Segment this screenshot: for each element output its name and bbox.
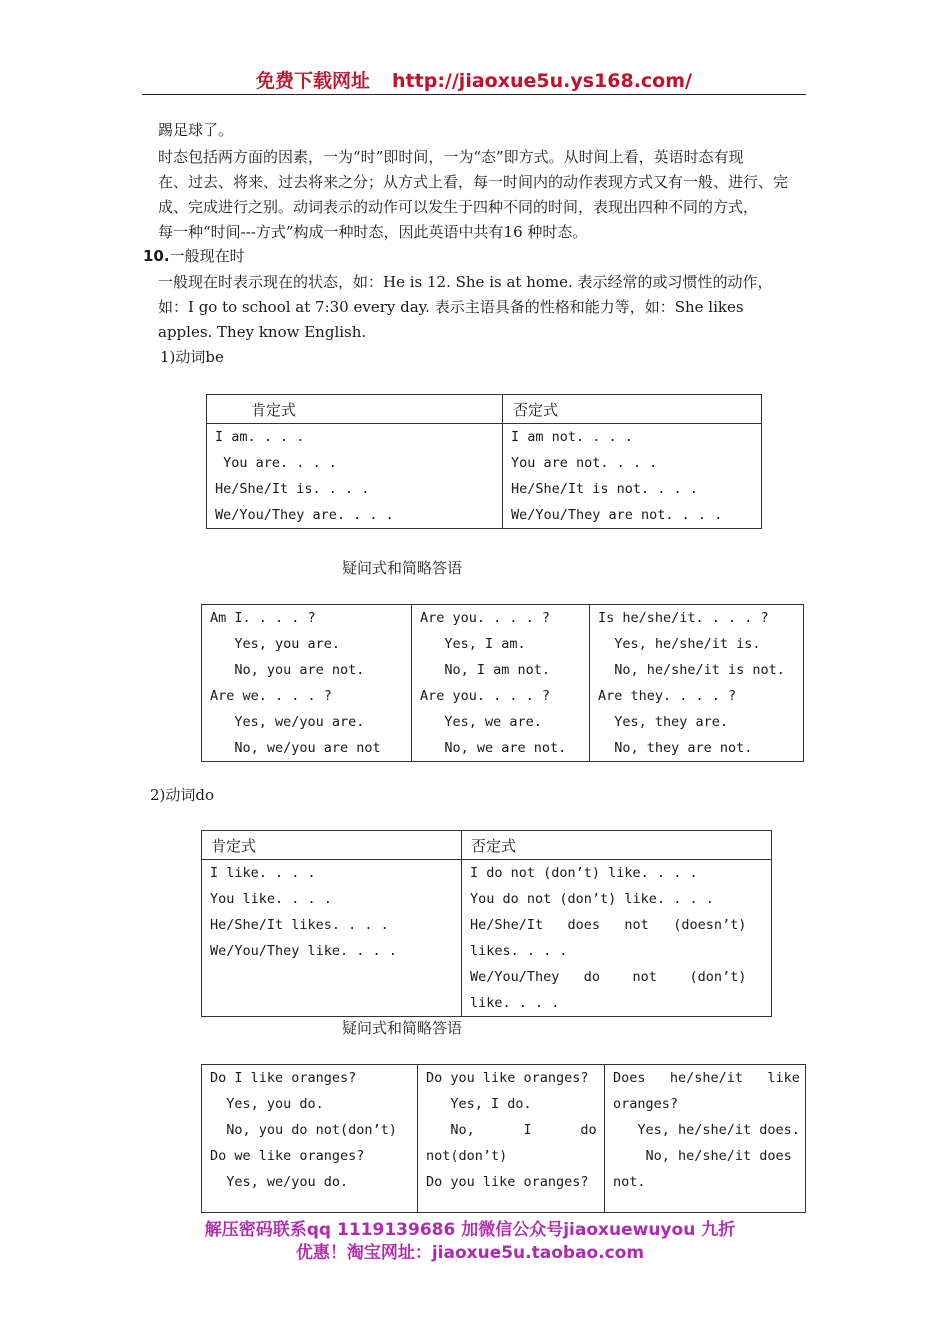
do-affirmative-negative-table xyxy=(201,830,772,1017)
table-cell-line: You like. . . . xyxy=(210,891,332,907)
do-questions-table xyxy=(201,1064,806,1213)
section-number: 10. xyxy=(143,247,170,265)
section-paragraph-line: 一般现在时表示现在的状态，如：He is 12. She is at home. 表示经常的或习惯性的动作， xyxy=(158,273,773,291)
table-cell-line: No, he/she/it is not. xyxy=(598,662,785,678)
table-cell-line: Do you like oranges? xyxy=(426,1070,589,1086)
table-cell-line: He/She/It is. . . . xyxy=(215,481,370,497)
table-cell-line: I do not (don’t) like. . . . xyxy=(470,865,698,881)
affirmative-cell xyxy=(207,424,503,529)
section-paragraph-line: apples. They know English. xyxy=(158,323,367,341)
subsection-label-be: 1)动词be xyxy=(160,348,224,366)
table-cell-line: Do you like oranges? xyxy=(426,1174,589,1190)
table-cell-line: Am I. . . . ? xyxy=(210,610,316,626)
section-paragraph-line: 如：I go to school at 7:30 every day. 表示主语具备的性格和能力等，如：She likes xyxy=(158,298,744,316)
table-cell-line: Yes, we/you are. xyxy=(210,714,365,730)
table-cell-line: likes. . . . xyxy=(470,943,568,959)
question-cell xyxy=(412,605,590,762)
question-cell xyxy=(202,605,412,762)
table-cell-line: Is he/she/it. . . . ? xyxy=(598,610,769,626)
table-cell-line: Are we. . . . ? xyxy=(210,688,332,704)
footer-line[interactable]: 优惠！淘宝网址：jiaoxue5u.taobao.com xyxy=(295,1243,645,1263)
header-divider xyxy=(142,94,806,95)
negative-cell xyxy=(462,860,772,1017)
table-cell-line: You are not. . . . xyxy=(511,455,658,471)
table-header-negative: 否定式 xyxy=(462,831,772,860)
header-url[interactable]: http://jiaoxue5u.ys168.com/ xyxy=(392,70,692,92)
table-cell-line: oranges? xyxy=(613,1096,679,1112)
table-cell-line: No, we are not. xyxy=(420,740,567,756)
table-cell-line: Yes, we/you do. xyxy=(210,1174,349,1190)
table-cell-line: not. xyxy=(613,1174,646,1190)
table-cell-line: not(don’t) xyxy=(426,1148,508,1164)
subsection-label-do: 2)动词do xyxy=(150,786,215,804)
question-cell xyxy=(605,1065,806,1213)
table-cell-line: No, they are not. xyxy=(598,740,753,756)
table-cell-line: He/She/It does not (doesn’t) xyxy=(470,917,747,933)
table-header-affirmative: 肯定式 xyxy=(202,831,462,860)
table-header-affirmative: 肯定式 xyxy=(207,395,503,424)
table-cell-line: I am not. . . . xyxy=(511,429,633,445)
question-cell xyxy=(202,1065,418,1213)
table-cell-line: Does he/she/it like xyxy=(613,1070,800,1086)
table-cell-line: We/You/They do not (don’t) xyxy=(470,969,747,985)
table-cell-line: We/You/They like. . . . xyxy=(210,943,397,959)
table-cell-line: We/You/They are. . . . xyxy=(215,507,394,523)
table-cell-line: Are you. . . . ? xyxy=(420,610,551,626)
section-heading xyxy=(143,245,245,266)
table-cell-line: Yes, he/she/it is. xyxy=(598,636,761,652)
table-cell-line: You do not (don’t) like. . . . xyxy=(470,891,714,907)
intro-paragraph-line: 每一种“时间---方式”构成一种时态，因此英语中共有16 种时态。 xyxy=(158,223,588,241)
table-cell-line: Yes, he/she/it does. xyxy=(613,1122,800,1138)
table-cell-line: No, he/she/it does xyxy=(613,1148,792,1164)
table-cell-line: Yes, we are. xyxy=(420,714,542,730)
table-cell-line: Yes, they are. xyxy=(598,714,729,730)
table-cell-line: Are you. . . . ? xyxy=(420,688,551,704)
table-cell-line: No, you are not. xyxy=(210,662,365,678)
caption-questions-be: 疑问式和简略答语 xyxy=(342,559,463,577)
table-cell-line: He/She/It likes. . . . xyxy=(210,917,389,933)
table-cell-line: like. . . . xyxy=(470,995,560,1011)
table-cell-line: Do we like oranges? xyxy=(210,1148,365,1164)
intro-paragraph-line: 成、完成进行之别。动词表示的动作可以发生于四种不同的时间，表现出四种不同的方式， xyxy=(158,198,759,216)
section-title: 一般现在时 xyxy=(169,247,245,265)
affirmative-cell xyxy=(202,860,462,1017)
table-cell-line: You are. . . . xyxy=(215,455,337,471)
intro-line: 踢足球了。 xyxy=(158,121,234,139)
table-cell-line: No, we/you are not xyxy=(210,740,381,756)
intro-paragraph-line: 在、过去、将来、过去将来之分；从方式上看，每一时间内的动作表现方式又有一般、进行、完 xyxy=(158,173,789,191)
table-cell-line: No, I do xyxy=(426,1122,597,1138)
table-cell-line: Yes, you do. xyxy=(210,1096,324,1112)
table-cell-line: Do I like oranges? xyxy=(210,1070,357,1086)
footer-line: 解压密码联系qq 1119139686 加微信公众号jiaoxuewuyou 九折 xyxy=(204,1220,736,1240)
be-affirmative-negative-table xyxy=(206,394,762,529)
table-cell-line: No, you do not(don’t) xyxy=(210,1122,397,1138)
table-cell-line: Yes, I am. xyxy=(420,636,526,652)
negative-cell xyxy=(503,424,762,529)
page-header xyxy=(142,66,806,93)
table-header-negative: 否定式 xyxy=(503,395,762,424)
table-cell-line: Yes, I do. xyxy=(426,1096,532,1112)
caption-questions-do: 疑问式和简略答语 xyxy=(342,1019,463,1037)
question-cell xyxy=(418,1065,605,1213)
table-cell-line: I am. . . . xyxy=(215,429,305,445)
table-cell-line: Are they. . . . ? xyxy=(598,688,737,704)
table-cell-line: I like. . . . xyxy=(210,865,316,881)
question-cell xyxy=(590,605,804,762)
table-cell-line: He/She/It is not. . . . xyxy=(511,481,698,497)
be-questions-table xyxy=(201,604,804,762)
intro-paragraph-line: 时态包括两方面的因素，一为“时”即时间，一为“态”即方式。从时间上看，英语时态有现 xyxy=(158,148,744,166)
table-cell-line: No, I am not. xyxy=(420,662,551,678)
table-cell-line: We/You/They are not. . . . xyxy=(511,507,723,523)
table-cell-line: Yes, you are. xyxy=(210,636,341,652)
header-title: 免费下载网址 xyxy=(256,70,371,92)
